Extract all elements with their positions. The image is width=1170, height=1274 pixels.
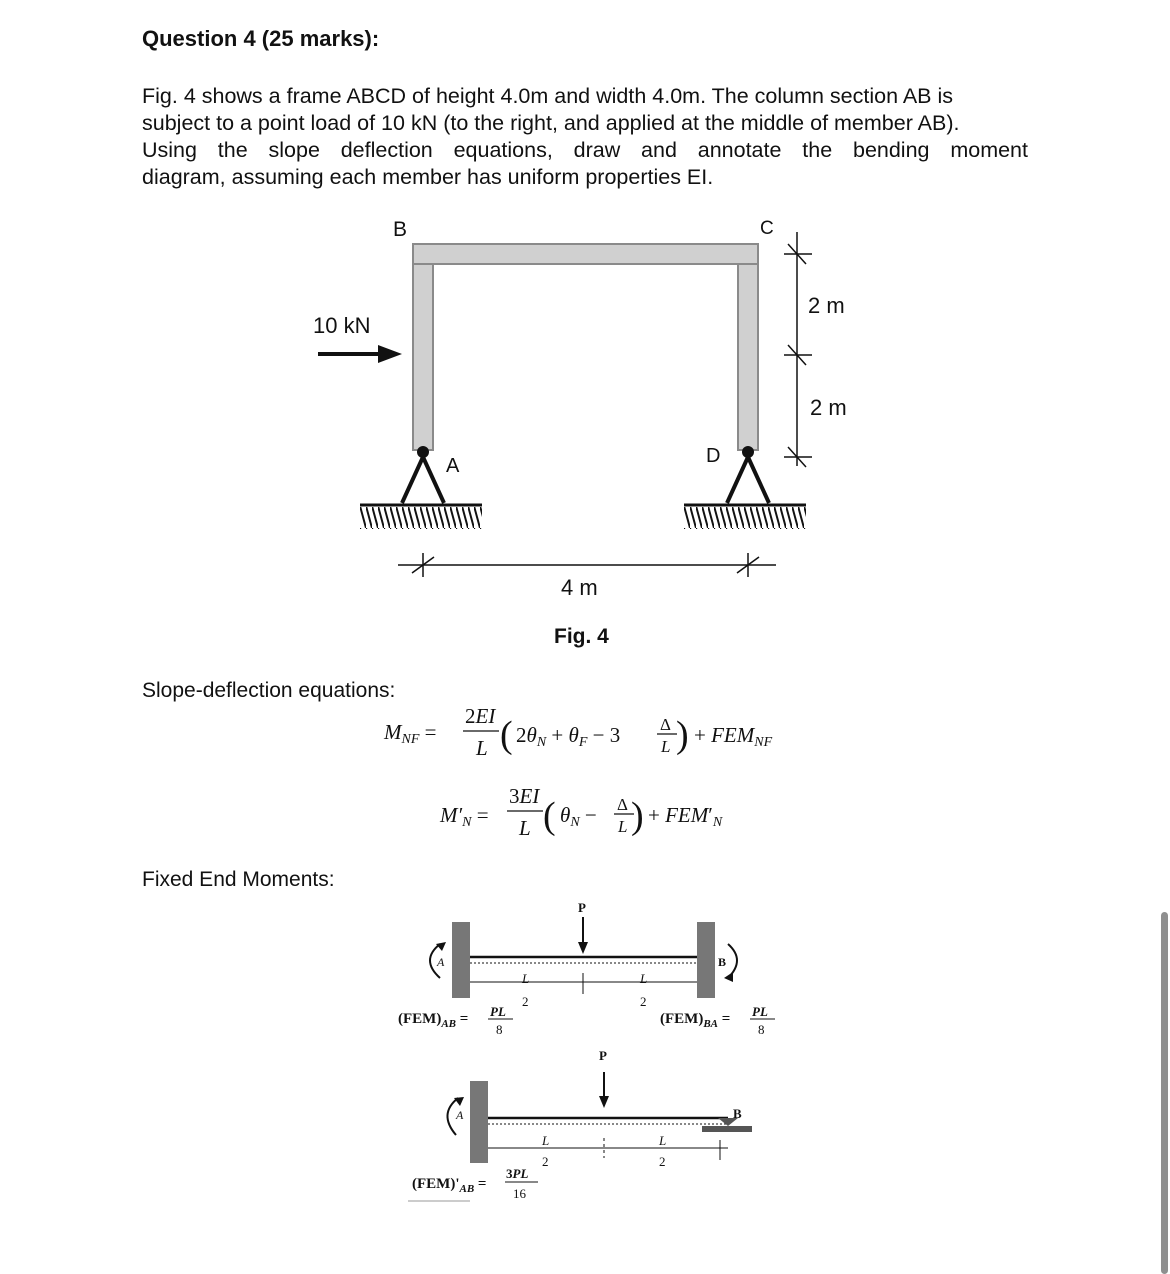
load-label: 10 kN <box>313 313 371 338</box>
node-a-label: A <box>446 455 460 477</box>
column-ab <box>413 264 433 450</box>
svg-text:B: B <box>733 1106 742 1121</box>
figure-caption: Fig. 4 <box>554 625 609 648</box>
svg-text:B: B <box>718 955 727 969</box>
svg-text:2: 2 <box>542 1154 549 1169</box>
svg-text:): ) <box>631 795 644 837</box>
fem-fixed-pinned-diagram <box>408 1048 752 1201</box>
question-title: Question 4 (25 marks): <box>142 26 380 51</box>
svg-text:16: 16 <box>513 1186 526 1201</box>
paragraph-line: subject to a point load of 10 kN (to the right, and applied at the middle of member AB). <box>142 111 960 135</box>
node-d-label: D <box>706 445 721 467</box>
svg-text:P: P <box>599 1048 607 1063</box>
svg-text:3EI: 3EI <box>509 784 540 808</box>
lower-height-label: 2 m <box>810 395 847 420</box>
slope-deflection-heading: Slope-deflection equations: <box>142 679 396 702</box>
svg-text:Δ: Δ <box>660 715 671 734</box>
svg-text:(FEM)'AB =: $(FEM)'_{AB}$ = <box>412 1176 487 1195</box>
svg-text:θN −: θN − <box>560 803 597 830</box>
svg-text:2: 2 <box>659 1154 666 1169</box>
svg-text:L: L <box>522 971 530 986</box>
svg-text:2: 2 <box>522 994 529 1009</box>
svg-text:2: 2 <box>640 994 647 1009</box>
fem-fixed-fixed-diagram <box>398 900 775 1037</box>
svg-text:(FEM)BA =: $(FEM)_{BA}$ = <box>660 1011 731 1030</box>
svg-text:3PL: 3PL <box>506 1166 529 1181</box>
svg-text:L: L <box>661 737 671 756</box>
svg-text:PL: PL <box>490 1004 506 1019</box>
node-c-label: C <box>760 218 774 239</box>
svg-text:L: L <box>640 971 648 986</box>
paragraph-line: Fig. 4 shows a frame ABCD of height 4.0m and width 4.0m. The column section AB is <box>142 84 954 108</box>
svg-text:2θN + θF − 3: 2θN + θF − 3 <box>516 723 621 750</box>
paragraph-line: diagram, assuming each member has uniform properties EI. <box>142 165 714 189</box>
column-cd <box>738 264 758 450</box>
svg-text:): ) <box>676 714 689 756</box>
svg-text:P: P <box>578 900 586 915</box>
svg-text:M′N =: M′N = <box>440 803 489 830</box>
node-b-label: B <box>393 218 408 241</box>
paragraph-line: Using the slope deflection equations, draw and annotate the bending moment <box>142 138 1028 162</box>
upper-height-label: 2 m <box>808 293 845 318</box>
svg-text:Δ: Δ <box>617 795 628 814</box>
beam-bc <box>413 244 758 264</box>
svg-text:L: L <box>519 816 531 840</box>
svg-text:L: L <box>659 1133 667 1148</box>
width-label: 4 m <box>561 575 598 600</box>
svg-text:+ FEM′N: + FEM′N <box>648 803 723 830</box>
svg-text:(: ( <box>543 795 556 837</box>
svg-text:PL: PL <box>752 1004 768 1019</box>
svg-text:2EI: 2EI <box>465 704 496 728</box>
svg-text:L: L <box>542 1133 550 1148</box>
height-dimension <box>784 232 812 467</box>
fixed-end-heading: Fixed End Moments: <box>142 868 335 891</box>
equation-mn-prime <box>439 784 723 840</box>
svg-text:A: A <box>437 955 445 969</box>
scrollbar-thumb[interactable] <box>1161 912 1168 1274</box>
pin-support-d <box>684 446 806 529</box>
pin-support-a <box>360 446 482 529</box>
equation-mnf <box>383 704 773 760</box>
svg-text:(: ( <box>500 714 513 756</box>
svg-text:(FEM)AB =: $(FEM)_{AB}$ = <box>398 1011 469 1030</box>
svg-text:8: 8 <box>496 1022 503 1037</box>
width-dimension <box>398 553 776 577</box>
svg-text:L: L <box>618 817 628 836</box>
svg-text:8: 8 <box>758 1022 765 1037</box>
svg-text:+ FEMNF: + FEMNF <box>694 723 773 750</box>
svg-text:MNF =: MNF = <box>384 720 437 747</box>
svg-text:L: L <box>476 736 488 760</box>
load-arrow <box>318 345 402 363</box>
svg-text:A: A <box>456 1108 464 1122</box>
